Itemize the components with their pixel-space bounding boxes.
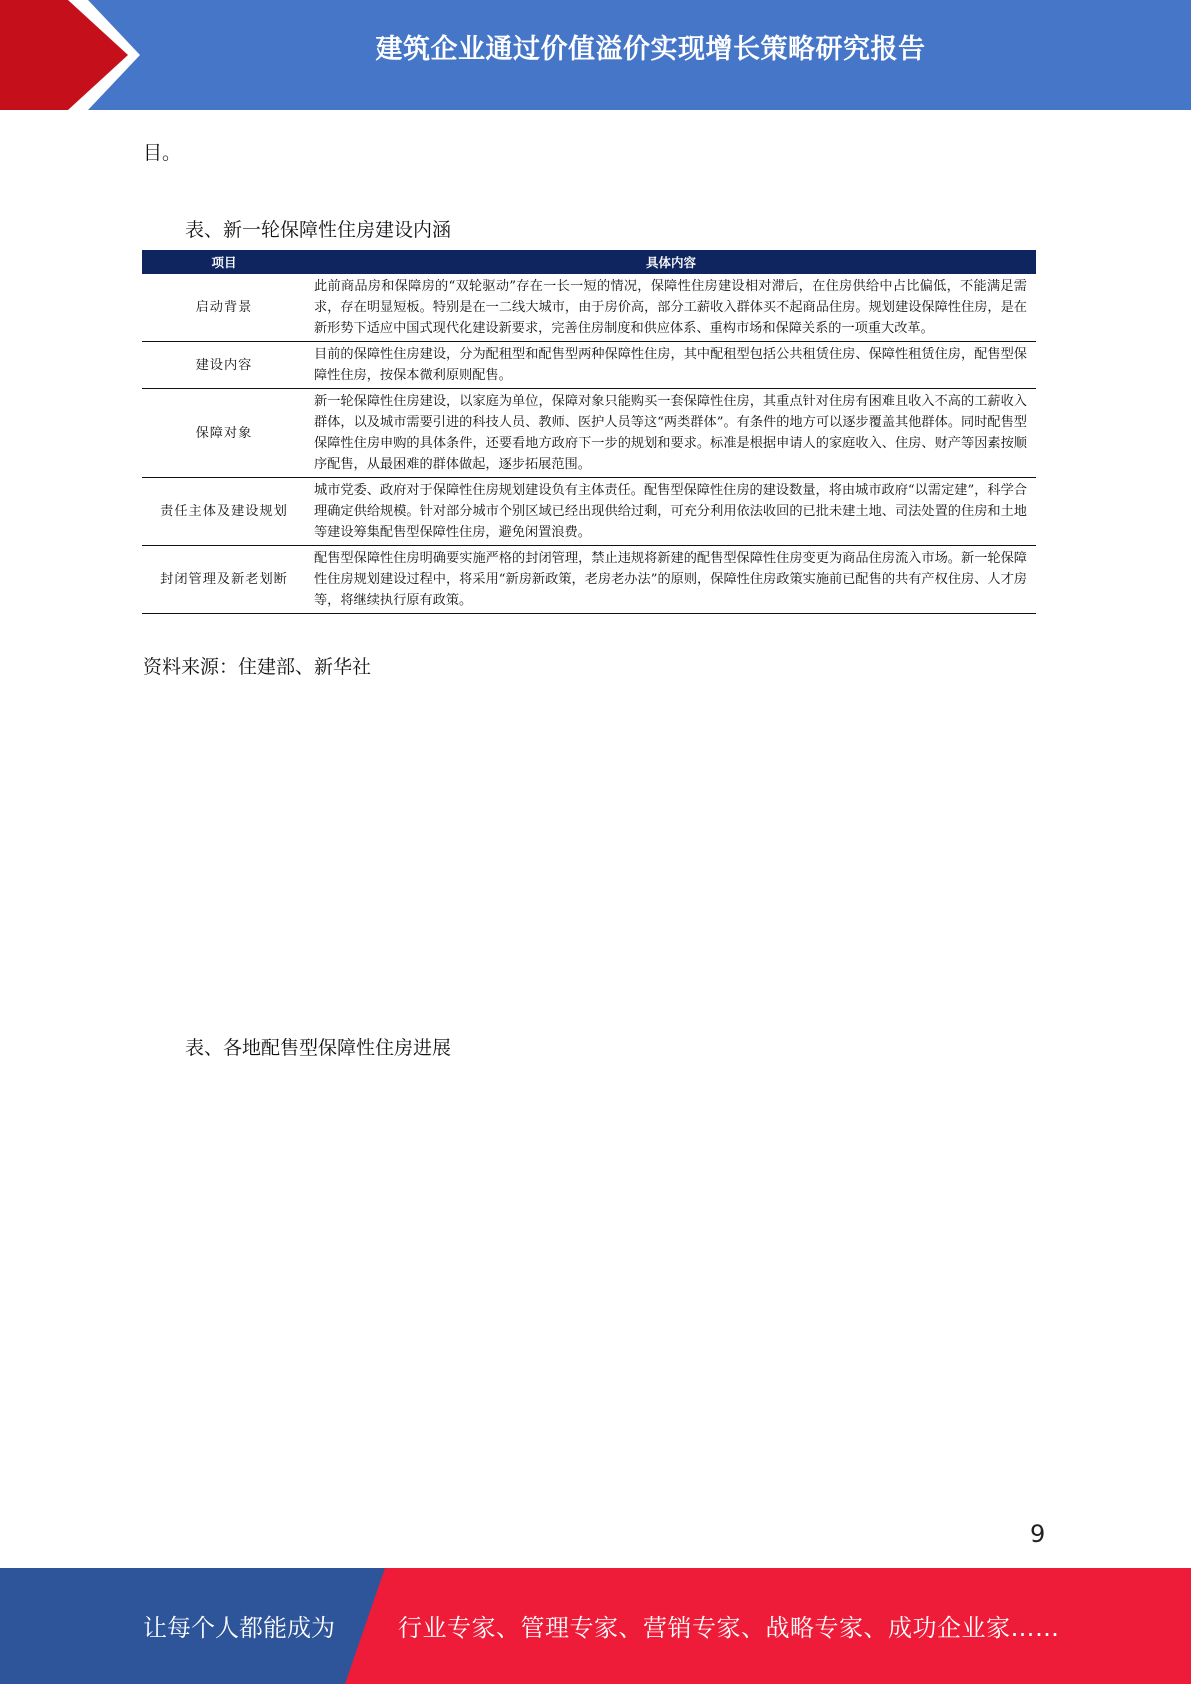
row-item: 建设内容 — [195, 357, 253, 373]
page-footer — [0, 1568, 1191, 1684]
table-row — [142, 546, 1036, 614]
table-header-row — [142, 250, 1036, 274]
table-row — [142, 342, 1036, 389]
page-number: 9 — [1030, 1520, 1046, 1548]
row-content: 配售型保障性住房明确要实施严格的封闭管理，禁止违规将新建的配售型保障性住房变更为商品住房流入市场。新一轮保障性住房规划建设过程中，将采用“新房新政策，老房老办法”的原则，保障性住房政策实施前已配售的共有产权住房、人才房等，将继续执行原有政策。 — [314, 551, 1027, 608]
row-item: 责任主体及建设规划 — [160, 504, 288, 519]
row-item: 保障对象 — [195, 425, 253, 441]
table-row — [142, 389, 1036, 478]
lead-text: 目。 — [143, 142, 182, 164]
column-header-content: 具体内容 — [306, 250, 1036, 274]
column-header-item: 项目 — [142, 250, 306, 274]
page-header — [0, 0, 1191, 110]
row-content: 城市党委、政府对于保障性住房规划建设负有主体责任。配售型保障性住房的建设数量，将由城市政府“以需定建”，科学合理确定供给规模。针对部分城市个别区域已经出现供给过剩，可充分利用依法收回的已批未建土地、司法处置的住房和土地等建设筹集配售型保障性住房，避免闲置浪费。 — [314, 483, 1027, 540]
report-title: 建筑企业通过价值溢价实现增长策略研究报告 — [375, 34, 926, 65]
table-row — [142, 478, 1036, 546]
row-item: 启动背景 — [195, 300, 253, 315]
header-red-arrow-shape — [0, 0, 150, 110]
table2-caption: 表、各地配售型保障性住房进展 — [185, 1037, 452, 1059]
row-content: 目前的保障性住房建设，分为配租型和配售型两种保障性住房，其中配租型包括公共租赁住房、保障性租赁住房，配售型保障性住房，按保本微利原则配售。 — [314, 347, 1027, 383]
table-row — [142, 274, 1036, 342]
footer-slogan-left: 让每个人都能成为 — [143, 1614, 335, 1642]
row-item: 封闭管理及新老划断 — [160, 572, 288, 587]
table1-caption: 表、新一轮保障性住房建设内涵 — [185, 219, 452, 241]
housing-table — [142, 250, 1036, 614]
row-content: 此前商品房和保障房的“双轮驱动”存在一长一短的情况，保障性住房建设相对滞后，在住房供给中占比偏低，不能满足需求，存在明显短板。特别是在一二线大城市，由于房价高，部分工薪收入群体买不起商品住房。规划建设保障性住房，是在新形势下适应中国式现代化建设新要求，完善住房制度和供应体系、重构市场和保障关系的一项重大改革。 — [314, 279, 1027, 336]
row-content: 新一轮保障性住房建设，以家庭为单位，保障对象只能购买一套保障性住房，其重点针对住房有困难且收入不高的工薪收入群体，以及城市需要引进的科技人员、教师、医护人员等这“两类群体”。有条件的地方可以逐步覆盖其他群体。同时配售型保障性住房申购的具体条件，还要看地方政府下一步的规划和要求。标准是根据申请人的家庭收入、住房、财产等因素按顺序配售，从最困难的群体做起，逐步拓展范围。 — [314, 394, 1027, 472]
table-source-note: 资料来源：住建部、新华社 — [143, 656, 372, 678]
footer-slogan-right: 行业专家、管理专家、营销专家、战略专家、成功企业家…… — [398, 1614, 1060, 1642]
